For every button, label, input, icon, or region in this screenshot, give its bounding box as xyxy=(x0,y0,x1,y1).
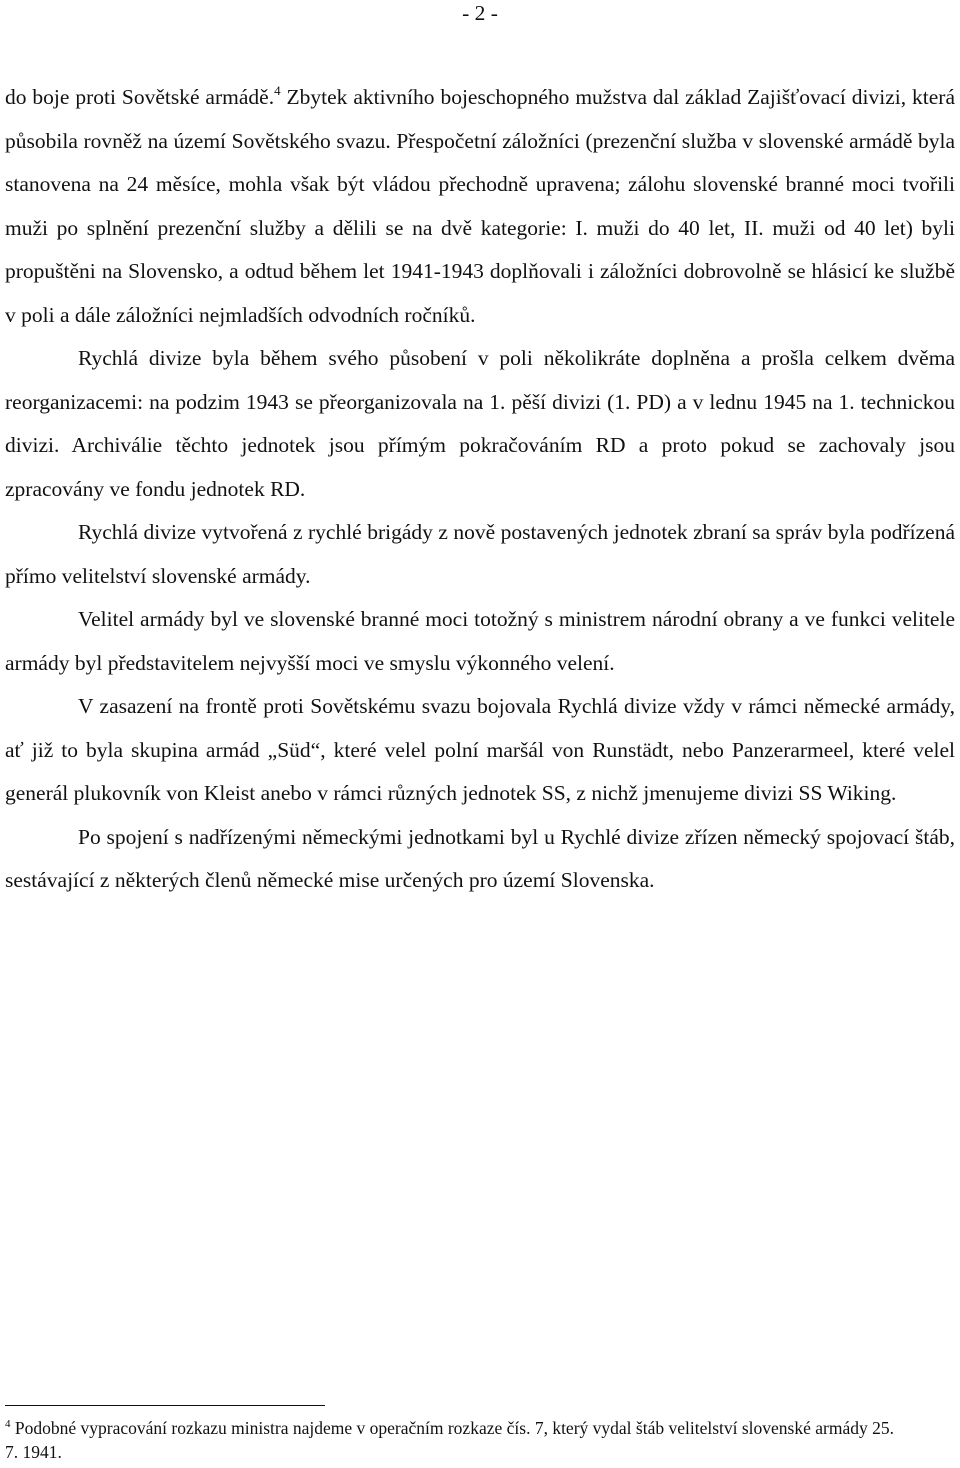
footnote-reference[interactable]: 4 xyxy=(274,83,281,98)
footnote-separator xyxy=(5,1405,325,1406)
page-number: - 2 - xyxy=(462,1,498,25)
paragraph-6: Po spojení s nadřízenými německými jednotkami byl u Rychlé divize zřízen německý spojovací štáb, sestávající z některých členů německé mise určených pro území Slovenska. xyxy=(5,824,955,892)
body-text xyxy=(5,76,955,903)
paragraph-1 xyxy=(5,76,955,337)
footnote-mark: 4 xyxy=(5,1418,11,1430)
paragraph-3: Rychlá divize vytvořená z rychlé brigády z nově postavených jednotek zbraní sa správ byla podřízená přímo velitelství slovenské armády. xyxy=(5,520,955,588)
paragraph-1-text-start: do boje proti Sovětské armádě. xyxy=(5,85,275,109)
paragraph-4: Velitel armády byl ve slovenské branné moci totožný s ministrem národní obrany a ve funkci velitele armády byl představitelem nejvyšší moci ve smyslu výkonného velení. xyxy=(5,607,955,675)
paragraph-1-text-end: Zbytek aktivního bojeschopného mužstva dal základ Zajišťovací divizi, která působila rovněž na území Sovětského svazu. Přespočetní záložníci (prezenční služba v slovenské armádě byla stanovena na 24 měsíce, mohla však být vládou přechodně upravena; zálohu slovenské branné moci tvořili muži po splnění prezenční služby a dělili se na dvě kategorie: I. muži do 40 let, II. muži od 40 let) byli propuštěni na Slovensko, a odtud během let 1941-1943 doplňovali i záložníci dobrovolně se hlásicí ke službě v poli a dále záložníci nejmladších odvodních ročníků. xyxy=(5,85,955,327)
paragraph-2: Rychlá divize byla během svého působení v poli několikráte doplněna a prošla celkem dvěma reorganizacemi: na podzim 1943 se přeorganizovala na 1. pěší divizi (1. PD) a v lednu 1945 na 1. technickou divizi. Archiválie těchto jednotek jsou přímým pokračováním RD a proto pokud se zachovaly jsou zpracovány ve fondu jednotek RD. xyxy=(5,346,955,501)
paragraph-5: V zasazení na frontě proti Sovětskému svazu bojovala Rychlá divize vždy v rámci německé armády, ať již to byla skupina armád „Süd“, které velel polní maršál von Runstädt, nebo Panzerarmeel, které velel generál plukovník von Kleist anebo v rámci různých jednotek SS, z nichž jmenujeme divizi SS Wiking. xyxy=(5,694,955,805)
footnote-text: Podobné vypracování rozkazu ministra najdeme v operačním rozkaze čís. 7, který vydal štáb velitelství slovenské armády 25. 7. 1941. xyxy=(5,1418,894,1462)
footnote xyxy=(5,1416,905,1464)
